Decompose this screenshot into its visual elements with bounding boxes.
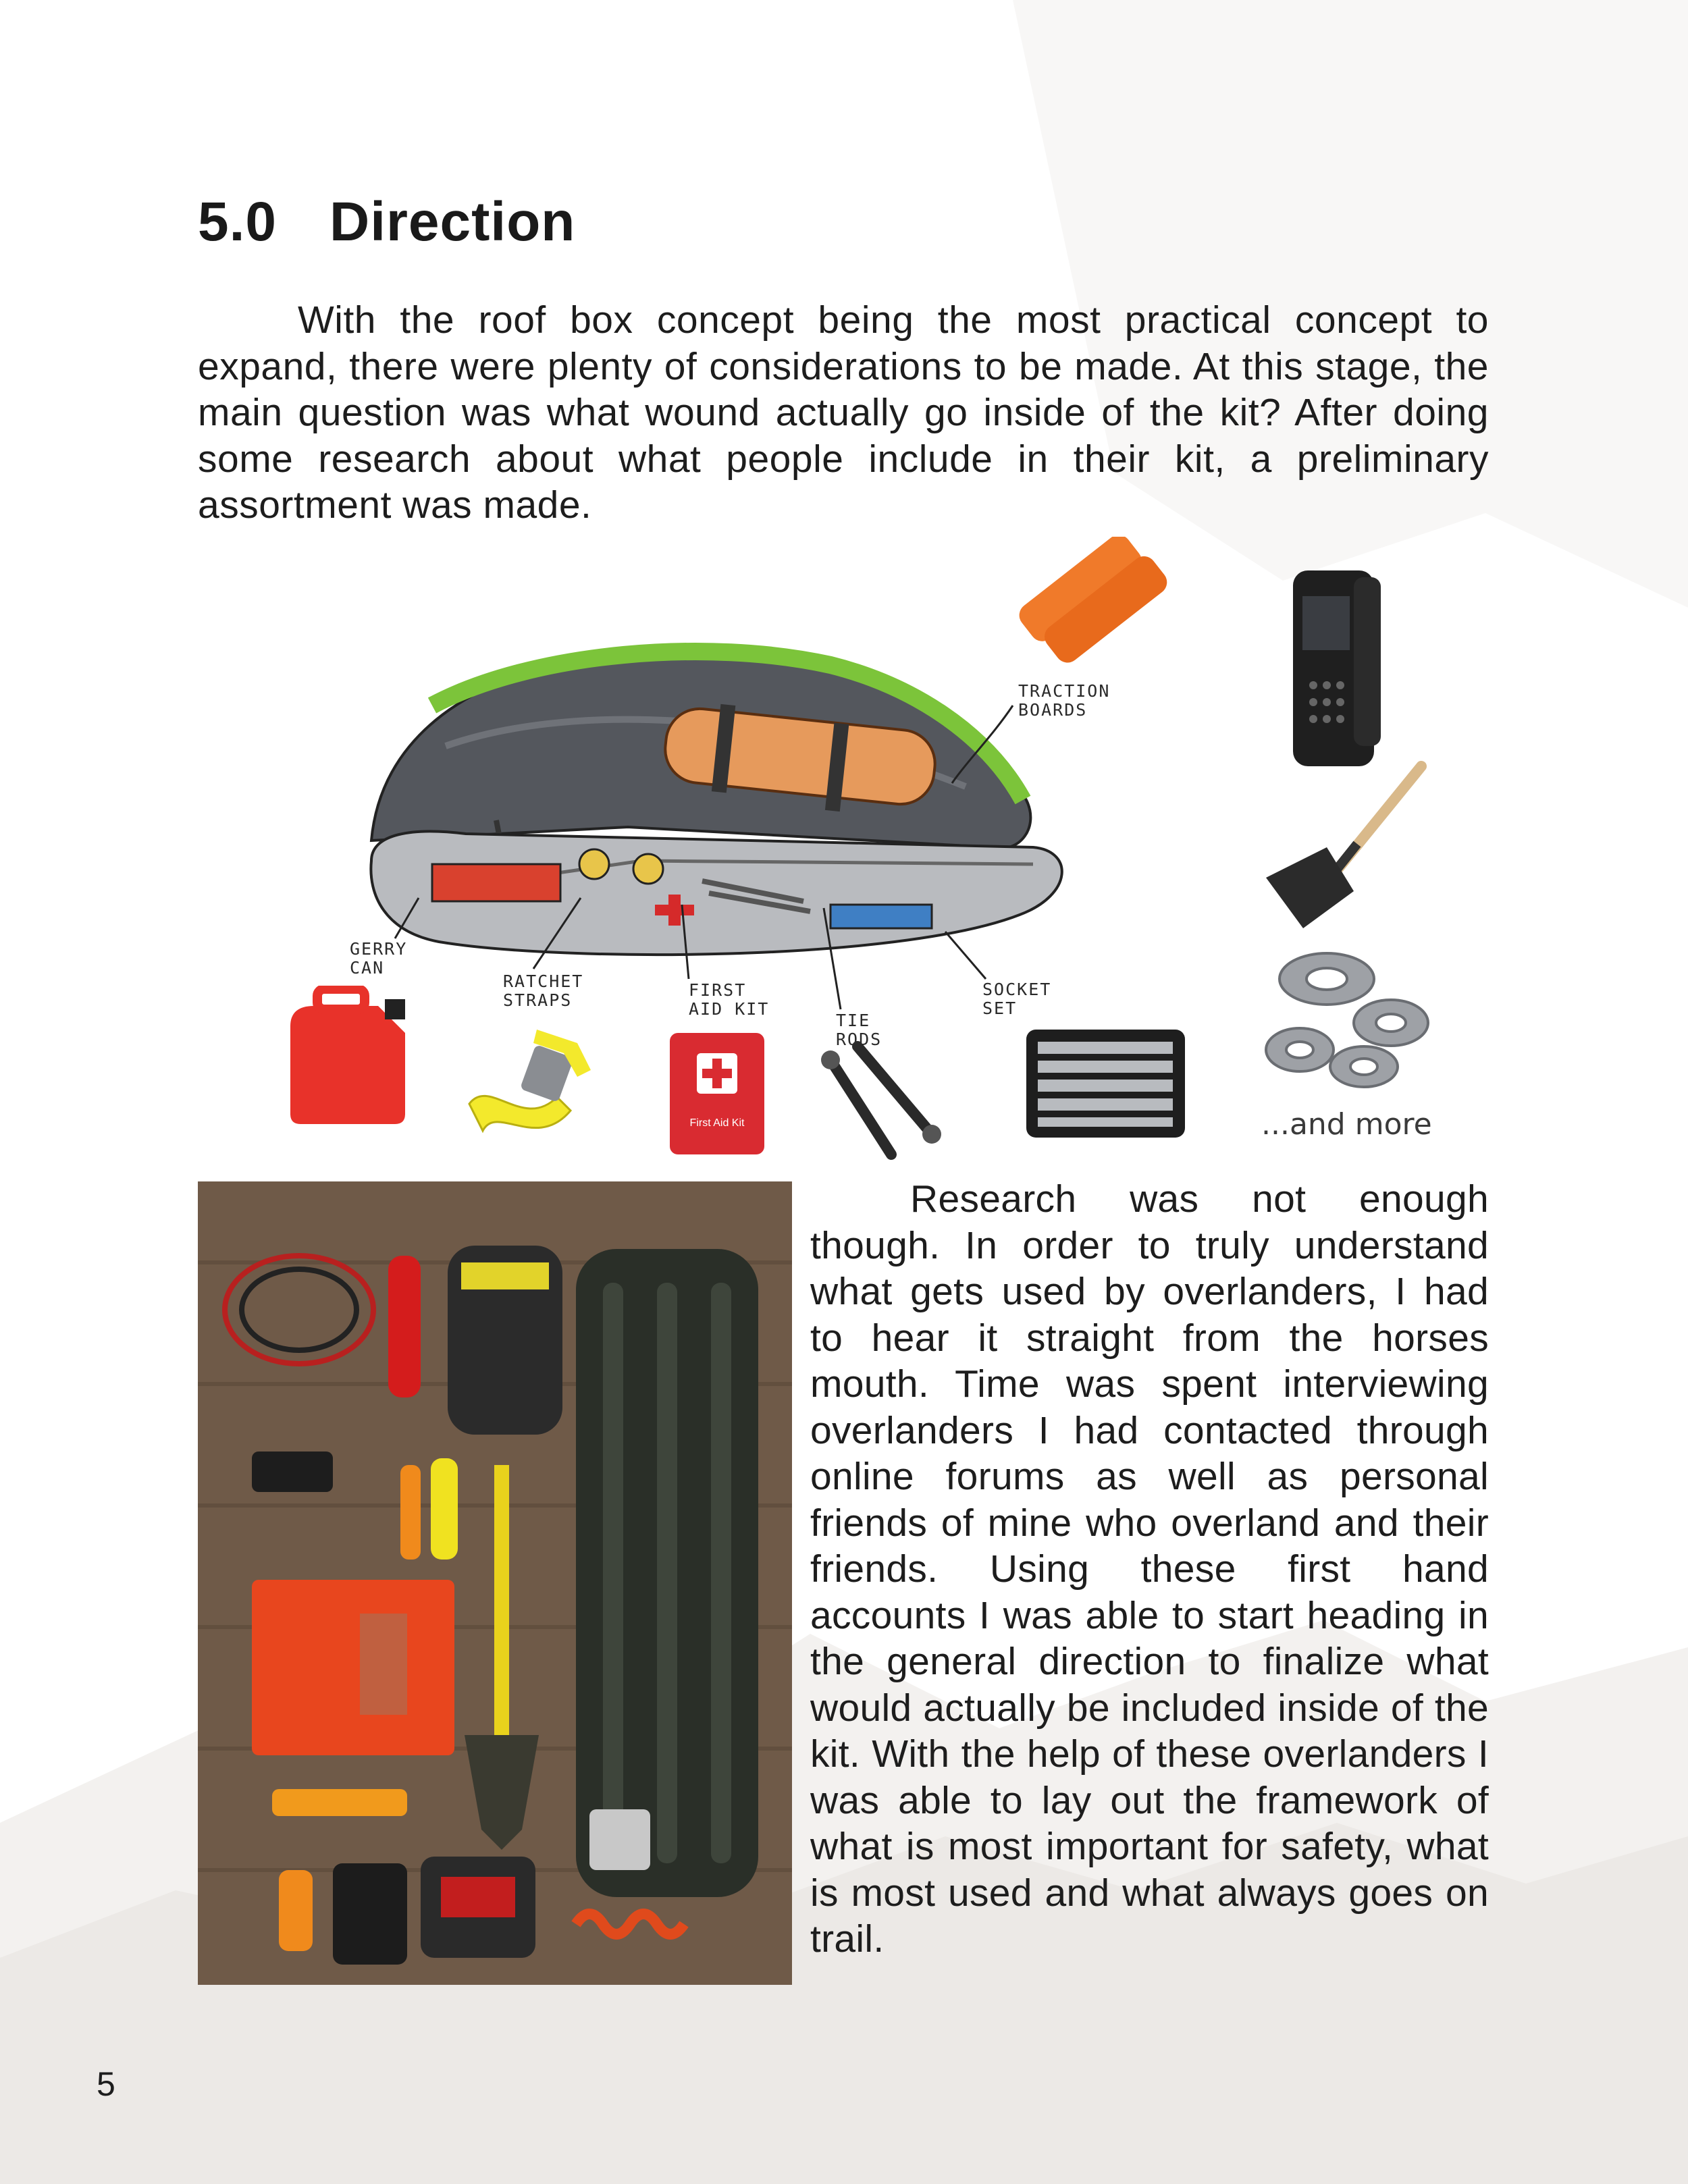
traction-boards-image [1009,537,1171,665]
gear-layout-photo [198,1181,792,1985]
label-traction-boards: TRACTION BOARDS [1018,681,1111,720]
intro-paragraph: With the roof box concept being the most practical concept to expand, there were plenty of considerations to be made. At this stage, the main question was what wound actually go inside of the kit? After doing some research about what people include in their kit, a preliminary assortment was made. [198,298,1489,527]
first-aid-kit-text: First Aid Kit [689,1117,745,1129]
label-first-aid-kit: FIRST AID KIT [689,980,770,1019]
tie-rods-image [810,1033,945,1161]
section-title: Direction [329,191,576,252]
first-aid-kit-image [670,1033,764,1154]
duct-tape-image [1263,949,1431,1097]
section-heading [198,190,575,254]
label-ratchet-straps: RATCHET STRAPS [503,971,584,1010]
gerry-can-image [277,986,419,1127]
label-tie-rods: TIE RODS [836,1011,882,1049]
shovel-image [1252,756,1442,938]
ratchet-straps-image [463,1023,598,1158]
satellite-phone-image [1286,564,1388,773]
body-paragraph: Research was not enough though. In order to truly understand what gets used by overlanders, I had to hear it straight from the horses mouth. Time was spent interviewing overlanders I had contacted through online forums as well as personal friends of mine who overland and their friends. Using these first hand accounts I was able to start heading in the general direction to finalize what would actually be included inside of the kit. With the help of these overlanders I was able to lay out the framework of what is most important for safety, what is most used and what always goes on trail. [810,1177,1489,1961]
socket-set-image [1023,1016,1188,1144]
section-number: 5.0 [198,191,277,252]
page-number: 5 [97,2065,115,2103]
label-socket-set: SOCKET SET [982,980,1052,1018]
and-more-caption: ...and more [1261,1107,1432,1142]
first-aid-cross-icon [670,1033,764,1114]
label-gerry-can: GERRY CAN [350,939,408,978]
